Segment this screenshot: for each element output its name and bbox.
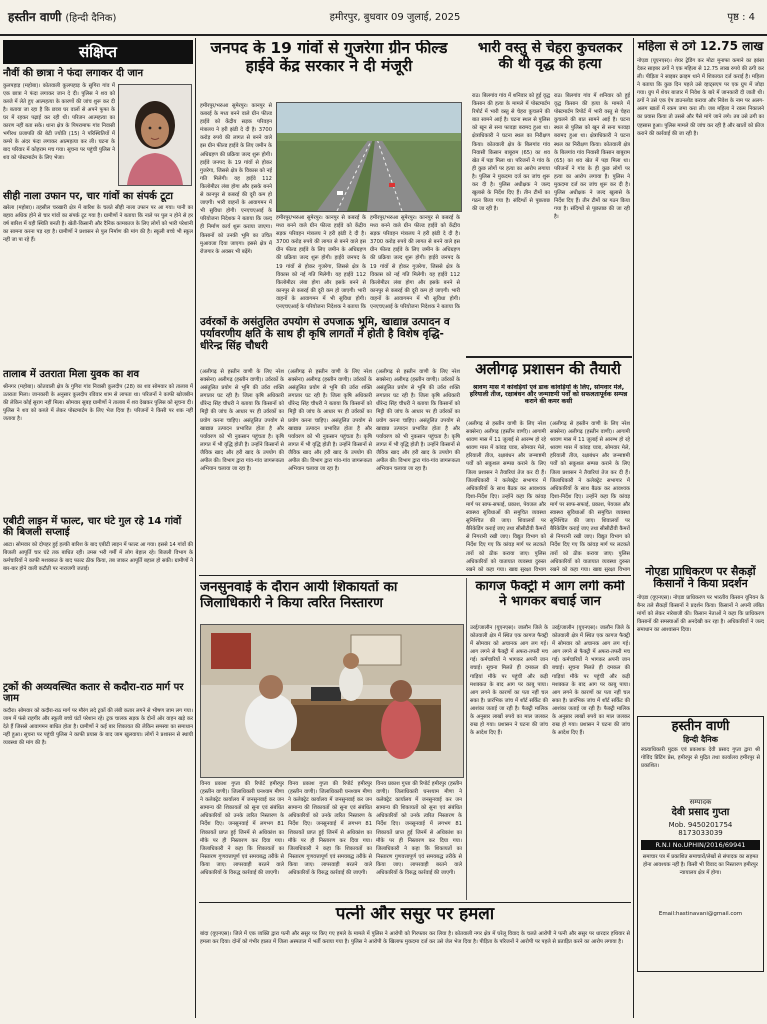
imprint-email: Email:hastinavani@gmail.com [658,910,743,917]
lead-story-headline: जनपद के 19 गांवों से गुजरेगा ग्रीन फील्ड हाईवे केंद्र सरकार ने दी मंजूरी [210,40,448,75]
factory-fire-body-col-2: उरई/जालौन (यूएनएस)। जालौन जिले के कोतवाली क्षेत्र में स्थित एक कागज फैक्ट्री में सोमवार को अचानक आग लग गई। आग लगने से फैक्ट्री में अफरा-तफरी मच गई। कर्मचारियों ने भागकर अपनी जान बचाई। सूचना मिलते ही दमकल की गाड़ियां मौके पर पहुंचीं और कड़ी मशक्कत के बाद आग पर काबू पाया। आग लगने के कारणों का पता नहीं चल सका है। प्रारंभिक जांच में शॉर्ट सर्किट की आशंका जताई जा रही है। फैक्ट्री मालिक के अनुसार लाखों रुपये का माल जलकर राख हो गया। प्रशासन ने घटना की जांच के आदेश दिए हैं। [552,625,630,737]
masthead [0,0,767,36]
aligarh-story-body-col-2: (अलीगढ़ से हस्तीन वाणी के लिए नरेश सक्सेना) अलीगढ़ (हस्तीन वाणी)। आगामी श्रावण मास में 11 जुलाई से आरम्भ हो रहे श्रावण मास में कांवड़ यात्रा, सोमवार मेले, हरियाली तीज, रक्षाबंधन और जन्माष्टमी पर्वों को सकुशल सम्पन्न कराने के लिए जिला प्रशासन ने तैयारियां तेज कर दी हैं। जिलाधिकारी ने कलेक्ट्रेट सभागार में अधिकारियों के साथ बैठक कर आवश्यक दिशा-निर्देश दिए। उन्होंने कहा कि कांवड़ मार्ग पर साफ-सफाई, प्रकाश, पेयजल और स्वास्थ्य सुविधाओं की समुचित व्यवस्था सुनिश्चित की जाए। शिवालयों पर बैरिकेडिंग कराई जाए तथा सीसीटीवी कैमरों से निगरानी रखी जाए। विद्युत विभाग को निर्देश दिए गए कि कांवड़ मार्ग पर लटकते तारों को ठीक कराया जाए। पुलिस अधिकारियों को यातायात व्यवस्था दुरुस्त रखने को कहा गया। खाद्य सुरक्षा विभाग [550,421,630,572]
fertilizer-story-body-col-1: (अलीगढ़ से हस्तीन वाणी के लिए नरेश सक्सेना) अलीगढ़ (हस्तीन वाणी)। उर्वरकों के असंतुलित प्रयोग से भूमि की उर्वरा शक्ति लगातार घट रही है। जिला कृषि अधिकारी धीरेन्द्र सिंह चौधरी ने बताया कि किसानों को मिट्टी की जांच के आधार पर ही उर्वरकों का प्रयोग करना चाहिए। असंतुलित उपयोग से खाद्यान्न उत्पादन प्रभावित होता है और पर्यावरण को भी नुकसान पहुंचता है। कृषि लागत में भी वृद्धि होती है। उन्होंने किसानों से जैविक खाद और हरी खाद के उपयोग की अपील की। विभाग द्वारा गांव-गांव जागरूकता अभियान चलाया जा रहा है। [200,369,284,473]
brief-2-body: खरेला (महोबा)। तहसील चरखारी क्षेत्र में बारिश के चलते सीही नाला उफान पर आ गया। पानी का बहाव अधिक होने से चार गांवों का संपर्क टूट गया है। ग्रामीणों ने बताया कि नाले पर पुल न होने से हर वर्ष बारिश में यही स्थिति बनती है। खेती-किसानी और दैनिक कामकाज के लिए लोगों को भारी परेशानी का सामना करना पड़ रहा है। ग्रामीणों ने प्रशासन से पुल निर्माण की मांग की है। स्कूली बच्चे भी स्कूल नहीं जा पा रहे हैं। [3,205,193,244]
imprint-note: समाचार पत्र में प्रकाशित समाचारों/लेखों से संपादक का सहमत होना आवश्यक नहीं है। किसी भी विवाद का निस्तारण हमीरपुर न्यायालय क्षेत्र में होगा। [642,853,759,876]
factory-fire-body-col-1: उरई/जालौन (यूएनएस)। जालौन जिले के कोतवाली क्षेत्र में स्थित एक कागज फैक्ट्री में सोमवार को अचानक आग लग गई। आग लगने से फैक्ट्री में अफरा-तफरी मच गई। कर्मचारियों ने भागकर अपनी जान बचाई। सूचना मिलते ही दमकल की गाड़ियां मौके पर पहुंचीं और कड़ी मशक्कत के बाद आग पर काबू पाया। आग लगने के कारणों का पता नहीं चल सका है। प्रारंभिक जांच में शॉर्ट सर्किट की आशंका जताई जा रही है। फैक्ट्री मालिक के अनुसार लाखों रुपये का माल जलकर राख हो गया। प्रशासन ने घटना की जांच के आदेश दिए हैं। [470,625,548,737]
brief-3-body: श्रीनगर (महोबा)। कोतवाली क्षेत्र के गुगिरा गांव निवासी कुलदीप (28) का शव सोमवार को तालाब में उतराता मिला। जानकारी के अनुसार कुलदीप रविवार शाम से लापता था। परिजनों ने काफी खोजबीन की लेकिन कोई सुराग नहीं मिला। सोमवार सुबह ग्रामीणों ने तालाब में शव देखकर पुलिस को सूचना दी। पुलिस ने शव को कब्जे में लेकर पोस्टमार्टम के लिए भेज दिया है। परिजनों ने किसी पर शक नहीं जताया है। [3,383,193,422]
divider [199,902,631,903]
jansunwai-story-body-col-3: विनय प्रकाश गुप्ता की रिपोर्ट हमीरपुर (हस्तीन वाणी)। जिलाधिकारी घनश्याम मीणा ने कलेक्ट्रेट कार्यालय में जनसुनवाई कर जन सामान्य की शिकायतों को सुना एवं संबंधित अधिकारियों को उनके त्वरित निस्तारण के निर्देश दिए। जनसुनवाई में लगभग 81 शिकायतें प्राप्त हुई जिनमें से अधिकांश का मौके पर ही निस्तारण कर दिया गया। जिलाधिकारी ने कहा कि शिकायतों का निस्तारण गुणवत्तापूर्ण एवं समयबद्ध तरीके से किया जाए। लापरवाही बरतने वाले अधिकारियों के विरुद्ध कार्रवाई की जाएगी। [376,781,462,877]
fertilizer-story-headline: उर्वरकों के असंतुलित उपयोग से उपजाऊ भूमि, खाद्यान्न उत्पादन व पर्यावरणीय क्षति के साथ ही कृषि लागतों में होती है विशेष वृद्धि-धीरेन्द्र सिंह चौधरी [200,316,450,353]
masthead-subtitle: (हिन्दी दैनिक) [65,13,117,24]
farmer-protest-headline: नोएडा प्राधिकरण पर सैकड़ों किसानों ने किया प्रदर्शन [645,564,756,591]
murder-story-body-col-2: राठ। बिलगांव गांव में शनिवार को हुई वृद्ध किसान की हत्या के मामले में पोस्टमार्टम रिपोर्ट में भारी वस्तु से चेहरा कुचलने की बात सामने आई है। घटना स्थल से पुलिस को खून से सना फावड़ा बरामद हुआ था। क्षेत्राधिकारी ने घटना स्थल का निरीक्षण किया। कोतवाली क्षेत्र के बिलगांव गांव निवासी किसान बाबूराम (65) का शव खेत में पड़ा मिला था। परिजनों ने गांव के ही कुछ लोगों पर हत्या का आरोप लगाया है। पुलिस ने मुकदमा दर्ज कर जांच शुरू कर दी है। पुलिस अधीक्षक ने जल्द खुलासे के निर्देश दिए हैं। तीन टीमों का गठन किया गया है। संदिग्धों से पूछताछ की जा रही है। [554,93,630,221]
lead-story-body-wrap [200,102,462,310]
assault-story-body: बांदा (यूएनएस)। जिले में एक व्यक्ति द्वारा पत्नी और ससुर पर किए गए हमले के मामले में पुलिस ने आरोपी को गिरफ्तार कर लिया है। कोतवाली नगर क्षेत्र में घरेलू विवाद के चलते आरोपी ने पत्नी और ससुर पर धारदार हथियार से हमला कर दिया। दोनों को गंभीर हालत में जिला अस्पताल में भर्ती कराया गया है। पुलिस ने आरोपी के खिलाफ मुकदमा दर्ज कर उसे जेल भेज दिया है। पीड़िता के परिजनों ने आरोपी पर पहले से प्रताड़ित करने का आरोप लगाया है। [200,931,630,946]
fertilizer-story-body-col-2: (अलीगढ़ से हस्तीन वाणी के लिए नरेश सक्सेना) अलीगढ़ (हस्तीन वाणी)। उर्वरकों के असंतुलित प्रयोग से भूमि की उर्वरा शक्ति लगातार घट रही है। जिला कृषि अधिकारी धीरेन्द्र सिंह चौधरी ने बताया कि किसानों को मिट्टी की जांच के आधार पर ही उर्वरकों का प्रयोग करना चाहिए। असंतुलित उपयोग से खाद्यान्न उत्पादन प्रभावित होता है और पर्यावरण को भी नुकसान पहुंचता है। कृषि लागत में भी वृद्धि होती है। उन्होंने किसानों से जैविक खाद और हरी खाद के उपयोग की अपील की। विभाग द्वारा गांव-गांव जागरूकता अभियान चलाया जा रहा है। [288,369,372,473]
imprint-editor-label: सम्पादक [689,798,712,807]
murder-story-body-col-1: राठ। बिलगांव गांव में शनिवार को हुई वृद्ध किसान की हत्या के मामले में पोस्टमार्टम रिपोर्ट में भारी वस्तु से चेहरा कुचलने की बात सामने आई है। घटना स्थल से पुलिस को खून से सना फावड़ा बरामद हुआ था। क्षेत्राधिकारी ने घटना स्थल का निरीक्षण किया। कोतवाली क्षेत्र के बिलगांव गांव निवासी किसान बाबूराम (65) का शव खेत में पड़ा मिला था। परिजनों ने गांव के ही कुछ लोगों पर हत्या का आरोप लगाया है। पुलिस ने मुकदमा दर्ज कर जांच शुरू कर दी है। पुलिस अधीक्षक ने जल्द खुलासे के निर्देश दिए हैं। तीन टीमों का गठन किया गया है। संदिग्धों से पूछताछ की जा रही है। [472,93,550,213]
masthead-page-number: पृष्ठ : 4 [727,12,755,23]
masthead-name: हस्तीन वाणी (हिन्दी दैनिक) [8,10,117,24]
assault-story-headline: पत्नी और ससुर पर हमला [335,905,495,924]
jansunwai-story-headline: जनसुनवाई के दौरान आयी शिकायतों का जिलाधिकारी ने किया त्वरित निस्तारण [200,580,398,611]
column-rule [466,578,467,900]
factory-fire-headline: कागज फैक्ट्री में आग लगी कर्मी ने भागकर बचाई जान [475,580,625,609]
brief-4-body: आटा। सोमवार को दोपहर हुई हल्की बारिश के बाद एबीटी लाइन में फाल्ट आ गया। इससे 14 गांवों की बिजली आपूर्ति चार घंटे तक बाधित रही। उमस भरी गर्मी में लोग बेहाल रहे। बिजली विभाग के कर्मचारियों ने काफी मशक्कत के बाद फाल्ट ठीक किया, तब जाकर आपूर्ति बहाल हो सकी। ग्रामीणों ने बार-बार होने वाली कटौती पर नाराजगी जताई। [3,541,193,572]
jansunwai-story-body-col-1: विनय प्रकाश गुप्ता की रिपोर्ट हमीरपुर (हस्तीन वाणी)। जिलाधिकारी घनश्याम मीणा ने कलेक्ट्रेट कार्यालय में जनसुनवाई कर जन सामान्य की शिकायतों को सुना एवं संबंधित अधिकारियों को उनके त्वरित निस्तारण के निर्देश दिए। जनसुनवाई में लगभग 81 शिकायतें प्राप्त हुई जिनमें से अधिकांश का मौके पर ही निस्तारण कर दिया गया। जिलाधिकारी ने कहा कि शिकायतों का निस्तारण गुणवत्तापूर्ण एवं समयबद्ध तरीके से किया जाए। लापरवाही बरतने वाले अधिकारियों के विरुद्ध कार्रवाई की जाएगी। [200,781,284,877]
aligarh-story-headline: अलीगढ़ प्रशासन की तैयारी [475,361,621,378]
imprint-title: हस्तीन वाणी [671,719,730,735]
masthead-dateline: हमीरपुर, बुधवार 09 जुलाई, 2025 [329,12,461,23]
lead-story-body-col-3: हमीरपुर/भरुआ सुमेरपुर। कानपुर से कबरई के मध्य बनने वाले ग्रीन फील्ड हाईवे को केंद्रीय सड़क परिवहन मंत्रालय ने हरी झंडी दे दी है। 3700 करोड़ रुपये की लागत से बनने वाले इस ग्रीन फील्ड हाईवे के लिए जमीन के अधिग्रहण की प्रक्रिया जल्द शुरू होगी। हाईवे जनपद के 19 गांवों से होकर गुजरेगा, जिससे क्षेत्र के विकास को नई गति मिलेगी। यह हाईवे 112 किलोमीटर लंबा होगा और इसके बनने से कानपुर से कबरई की दूरी कम हो जाएगी। भारी वाहनों के आवागमन में भी सुविधा होगी। एनएचएआई के परियोजना निदेशक ने बताया कि [370,215,460,310]
jansunwai-story-body-col-2: विनय प्रकाश गुप्ता की रिपोर्ट हमीरपुर (हस्तीन वाणी)। जिलाधिकारी घनश्याम मीणा ने कलेक्ट्रेट कार्यालय में जनसुनवाई कर जन सामान्य की शिकायतों को सुना एवं संबंधित अधिकारियों को उनके त्वरित निस्तारण के निर्देश दिए। जनसुनवाई में लगभग 81 शिकायतें प्राप्त हुई जिनमें से अधिकांश का मौके पर ही निस्तारण कर दिया गया। जिलाधिकारी ने कहा कि शिकायतों का निस्तारण गुणवत्तापूर्ण एवं समयबद्ध तरीके से किया जाए। लापरवाही बरतने वाले अधिकारियों के विरुद्ध कार्रवाई की जाएगी। [288,781,372,877]
imprint-editor-name: देवी प्रसाद गुप्ता [671,807,730,819]
column-rule [633,38,634,1018]
fraud-story-body: नोएडा (यूएनएस)। शेयर ट्रेडिंग कर मोटा मुनाफा कमाने का झांसा देकर साइबर ठगों ने एक महिला से 12.75 लाख रुपये की ठगी कर ली। पीड़िता ने साइबर क्राइम थाने में शिकायत दर्ज कराई है। महिला ने बताया कि कुछ दिन पहले उसे व्हाट्सएप पर एक ग्रुप में जोड़ा गया। ग्रुप में शेयर बाजार में निवेश के बारे में जानकारी दी जाती थी। ठगों ने उसे एक ऐप डाउनलोड कराया और निवेश के नाम पर अलग-अलग खातों में रकम जमा करा ली। जब महिला ने रकम निकालने का प्रयास किया तो उससे और पैसे मांगे जाने लगे। तब उसे ठगी का एहसास हुआ। पुलिस मामले की जांच कर रही है और खातों को फ्रीज कराने की कार्रवाई की जा रही है। [637,57,764,137]
brief-1-title: नौवीं की छात्रा ने फंदा लगाकर दी जान [3,68,144,79]
briefs-column [3,40,193,1018]
lead-story-body-col-2: हमीरपुर/भरुआ सुमेरपुर। कानपुर से कबरई के मध्य बनने वाले ग्रीन फील्ड हाईवे को केंद्रीय सड़क परिवहन मंत्रालय ने हरी झंडी दे दी है। 3700 करोड़ रुपये की लागत से बनने वाले इस ग्रीन फील्ड हाईवे के लिए जमीन के अधिग्रहण की प्रक्रिया जल्द शुरू होगी। हाईवे जनपद के 19 गांवों से होकर गुजरेगा, जिससे क्षेत्र के विकास को नई गति मिलेगी। यह हाईवे 112 किलोमीटर लंबा होगा और इसके बनने से कानपुर से कबरई की दूरी कम हो जाएगी। भारी वाहनों के आवागमन में भी सुविधा होगी। एनएचएआई के परियोजना निदेशक ने बताया कि [276,215,366,310]
imprint-subtitle: हिन्दी दैनिक [683,735,718,745]
fertilizer-story-body-col-3: (अलीगढ़ से हस्तीन वाणी के लिए नरेश सक्सेना) अलीगढ़ (हस्तीन वाणी)। उर्वरकों के असंतुलित प्रयोग से भूमि की उर्वरा शक्ति लगातार घट रही है। जिला कृषि अधिकारी धीरेन्द्र सिंह चौधरी ने बताया कि किसानों को मिट्टी की जांच के आधार पर ही उर्वरकों का प्रयोग करना चाहिए। असंतुलित उपयोग से खाद्यान्न उत्पादन प्रभावित होता है और पर्यावरण को भी नुकसान पहुंचता है। कृषि लागत में भी वृद्धि होती है। उन्होंने किसानों से जैविक खाद और हरी खाद के उपयोग की अपील की। विभाग द्वारा गांव-गांव जागरूकता अभियान चलाया जा रहा है। [376,369,460,473]
brief-1-body: कुलपहाड़ (महोबा)। कोतवाली कुलपहाड़ के सुगिरा गांव में एक छात्रा ने फंदा लगाकर जान दे दी। पुलिस ने शव को कब्जे में लेते हुए आत्महत्या के कारणों की जांच शुरू कर दी है। बताया जा रहा है कि छात्रा घर वालों से अपने फूफा के घर में रहकर पढ़ाई कर रही थी। परिजन आत्महत्या का कारण नहीं बता सके। थाना क्षेत्र के पिपरामाफ गांव निवासी भगीरथ प्रजापति की बेटी ज्योति (15) ने परिस्थितियों में कमरे के अंदर फंदा लगाकर आत्महत्या कर ली। घटना के बाद परिवार में कोहराम मच गया। सूचना पर पहुंची पुलिस ने शव को पोस्टमार्टम के लिए भेजा। [3,82,115,162]
farmer-protest-body: नोएडा (यूएनएस)। नोएडा प्राधिकरण पर भारतीय किसान यूनियन के बैनर तले सैकड़ों किसानों ने प्रदर्शन किया। किसानों ने अपनी लंबित मांगों को लेकर नारेबाजी की। किसान नेताओं ने कहा कि प्राधिकरण किसानों की समस्याओं की अनदेखी कर रहा है। अधिकारियों ने जल्द समाधान का आश्वासन दिया। [637,595,764,634]
divider [199,575,631,576]
divider [466,356,632,358]
imprint-phone-1: Mob. 9450201754 [668,820,733,829]
jansunwai-meeting-photo [200,624,464,778]
fraud-story-headline: महिला से ठगे 12.75 लाख [637,40,764,53]
imprint-rni: R.N.I No.UPHIN/2016/69941 [641,840,760,850]
highway-aerial-photo [276,102,462,212]
column-rule [195,38,196,1018]
murder-story-headline: भारी वस्तु से चेहरा कुचलकर की थी वृद्ध की हत्या [477,40,623,73]
right-column [637,40,764,1018]
imprint-phone-2: 8173033039 [678,828,723,837]
brief-2-title: सीही नाला उफान पर, चार गांवों का संपर्क टूटा [3,190,173,202]
brief-5-title: ट्रकों की अव्यवस्थित कतार से कदौरा-राठ मार्ग पर जाम [3,681,184,704]
lead-story-body-col-1: हमीरपुर/भरुआ सुमेरपुर। कानपुर से कबरई के मध्य बनने वाले ग्रीन फील्ड हाईवे को केंद्रीय सड़क परिवहन मंत्रालय ने हरी झंडी दे दी है। 3700 करोड़ रुपये की लागत से बनने वाले इस ग्रीन फील्ड हाईवे के लिए जमीन के अधिग्रहण की प्रक्रिया जल्द शुरू होगी। हाईवे जनपद के 19 गांवों से होकर गुजरेगा, जिससे क्षेत्र के विकास को नई गति मिलेगी। यह हाईवे 112 किलोमीटर लंबा होगा और इसके बनने से कानपुर से कबरई की दूरी कम हो जाएगी। भारी वाहनों के आवागमन में भी सुविधा होगी। एनएचएआई के परियोजना निदेशक ने बताया कि जल्द ही निर्माण कार्य शुरू कराया जाएगा। किसानों को उनकी भूमि का उचित मुआवजा दिया जाएगा। इससे क्षेत्र में रोजगार के अवसर भी बढ़ेंगे। [200,103,272,255]
imprint-box [637,716,764,972]
aligarh-story-body-col-1: (अलीगढ़ से हस्तीन वाणी के लिए नरेश सक्सेना) अलीगढ़ (हस्तीन वाणी)। आगामी श्रावण मास में 11 जुलाई से आरम्भ हो रहे श्रावण मास में कांवड़ यात्रा, सोमवार मेले, हरियाली तीज, रक्षाबंधन और जन्माष्टमी पर्वों को सकुशल सम्पन्न कराने के लिए जिला प्रशासन ने तैयारियां तेज कर दी हैं। जिलाधिकारी ने कलेक्ट्रेट सभागार में अधिकारियों के साथ बैठक कर आवश्यक दिशा-निर्देश दिए। उन्होंने कहा कि कांवड़ मार्ग पर साफ-सफाई, प्रकाश, पेयजल और स्वास्थ्य सुविधाओं की समुचित व्यवस्था सुनिश्चित की जाए। शिवालयों पर बैरिकेडिंग कराई जाए तथा सीसीटीवी कैमरों से निगरानी रखी जाए। विद्युत विभाग को निर्देश दिए गए कि कांवड़ मार्ग पर लटकते तारों को ठीक कराया जाए। पुलिस अधिकारियों को यातायात व्यवस्था दुरुस्त रखने को कहा गया। खाद्य सुरक्षा विभाग [466,421,546,572]
brief-5-body: कदौरा। सोमवार को कदौरा-राठ मार्ग पर मौरंग लदे ट्रकों की लंबी कतार लगने से भीषण जाम लग गया। जाम में फंसे राहगीर और स्कूली बच्चे घंटों परेशान रहे। ट्रक चालक सड़क के दोनों ओर वाहन खड़े कर देते हैं जिससे आवागमन बाधित होता है। ग्रामीणों ने कई बार शिकायत की लेकिन समस्या का समाधान नहीं हुआ। सूचना पर पहुंची पुलिस ने काफी प्रयास के बाद जाम खुलवाया। लोगों ने प्रशासन से स्थायी व्यवस्था की मांग की है। [3,707,193,746]
aligarh-story-subtitle: श्रावण मास में कांवड़ियों एवं डाक कांवड़ियों के लिए, सोमवार मेले, हरियाली तीज, रक्षाबंधन और जन्माष्टमी पर्वों को सफलतापूर्वक सम्पन्न कराने की कमर कसी [469,384,628,406]
imprint-body: स्वत्वाधिकारी मुद्रक एवं प्रकाशक देवी प्रसाद गुप्ता द्वारा श्री गोविंद प्रिंटिंग प्रेस, हमीरपुर से मुद्रित तथा कार्यालय हमीरपुर से प्रकाशित। [641,747,760,770]
brief-3-title: तालाब में उतराता मिला युवक का शव [3,369,139,380]
brief-4-title: एबीटी लाइन में फाल्ट, चार घंटे गुल रहे 14 गांवों की बिजली सप्लाई [3,515,182,538]
girl-portrait-photo [118,84,192,186]
briefs-box-title: संक्षिप्त [3,40,193,64]
